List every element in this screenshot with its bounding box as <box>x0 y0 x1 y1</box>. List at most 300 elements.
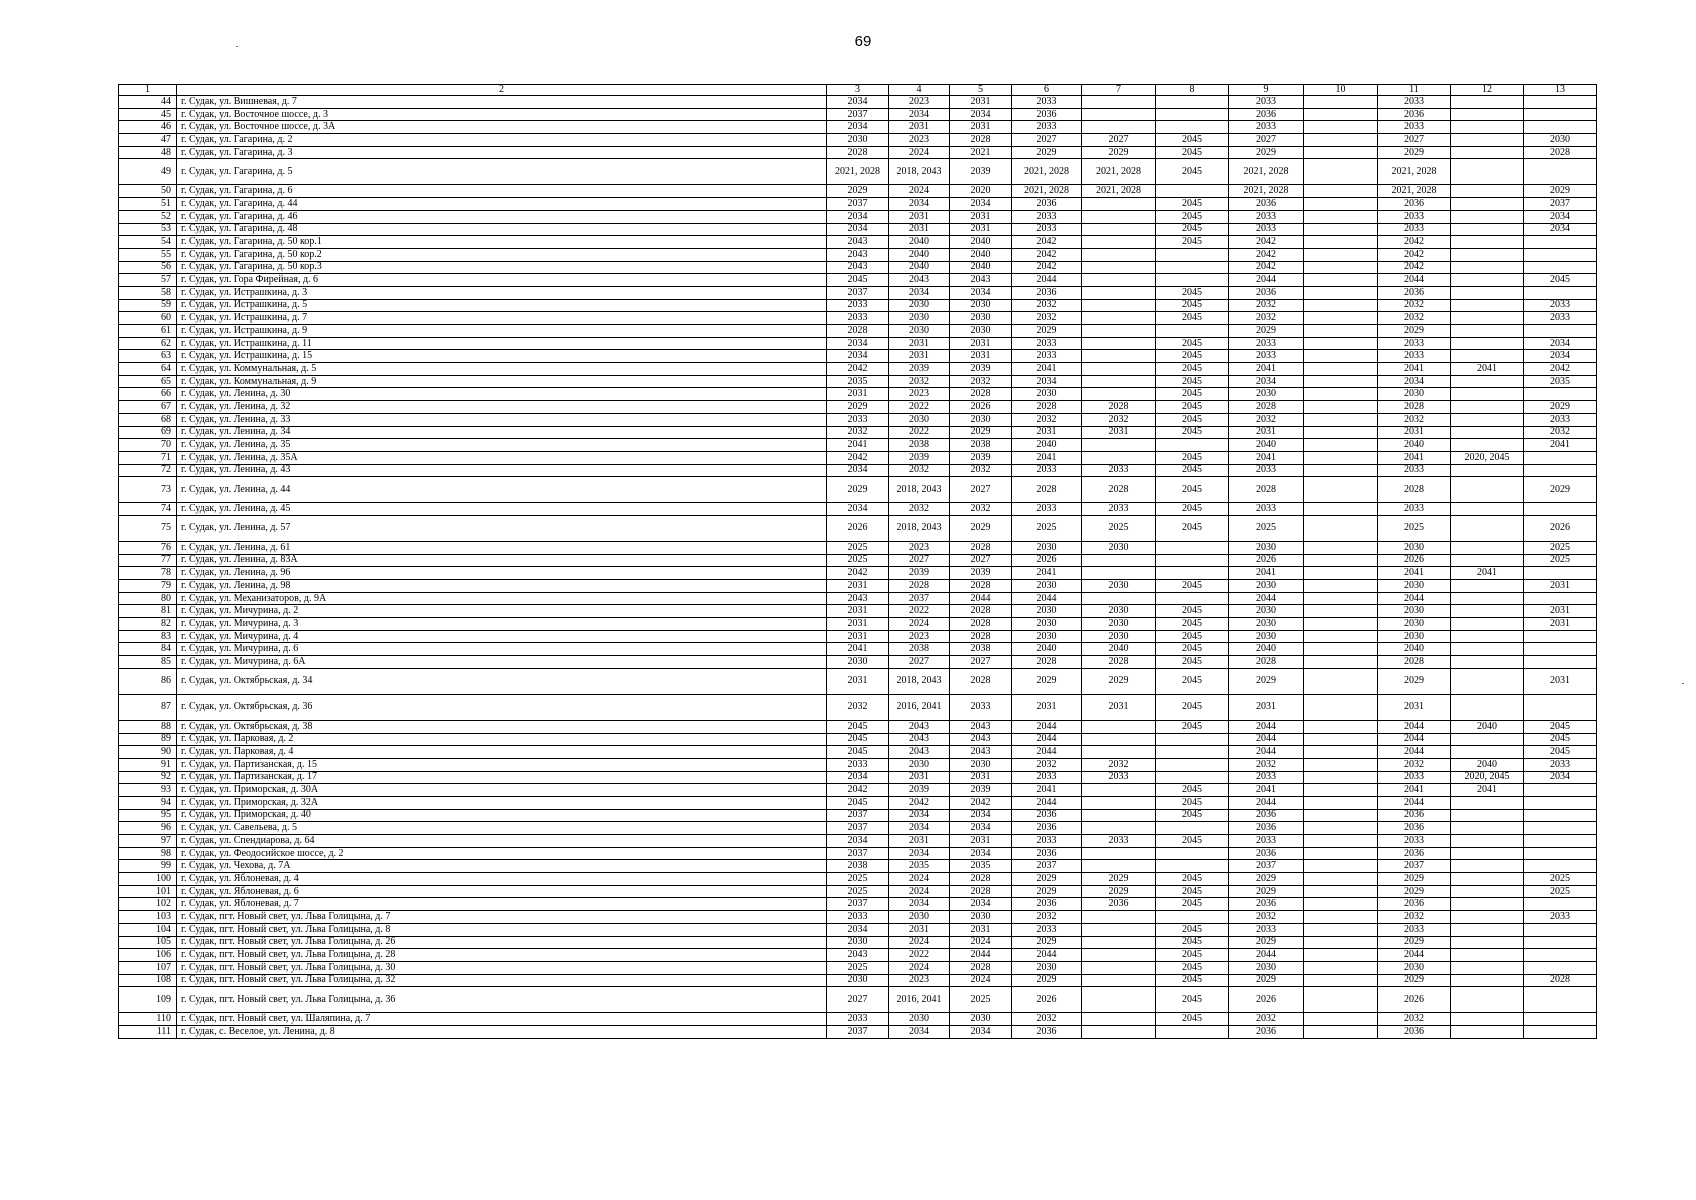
year-cell: 2034 <box>889 286 950 299</box>
column-header: 5 <box>950 85 1012 96</box>
year-cell: 2040 <box>889 261 950 274</box>
year-cell <box>1304 746 1378 759</box>
year-cell <box>1156 108 1229 121</box>
year-cell <box>1082 809 1156 822</box>
year-cell: 2030 <box>1229 605 1304 618</box>
year-cell: 2029 <box>950 515 1012 541</box>
year-cell: 2045 <box>1156 388 1229 401</box>
year-cell <box>1451 464 1524 477</box>
year-cell: 2034 <box>889 822 950 835</box>
year-cell: 2034 <box>950 809 1012 822</box>
year-cell: 2036 <box>1229 1025 1304 1038</box>
address-cell: г. Судак, ул. Истрашкина, д. 11 <box>177 337 827 350</box>
year-cell <box>1524 503 1597 516</box>
year-cell: 2032 <box>1229 758 1304 771</box>
table-row <box>119 210 1597 223</box>
address-cell: г. Судак, ул. Ленина, д. 57 <box>177 515 827 541</box>
year-cell: 2036 <box>1229 108 1304 121</box>
row-number-cell: 46 <box>119 121 177 134</box>
year-cell: 2039 <box>950 784 1012 797</box>
year-cell: 2033 <box>1229 771 1304 784</box>
year-cell: 2028 <box>1082 656 1156 669</box>
year-cell <box>1082 261 1156 274</box>
year-cell: 2033 <box>1378 503 1451 516</box>
year-cell: 2022 <box>889 949 950 962</box>
year-cell <box>1451 134 1524 147</box>
year-cell: 2031 <box>889 771 950 784</box>
year-cell: 2033 <box>1229 350 1304 363</box>
year-cell: 2030 <box>1012 580 1082 593</box>
year-cell <box>1082 961 1156 974</box>
year-cell: 2037 <box>827 822 889 835</box>
year-cell <box>1304 592 1378 605</box>
year-cell <box>1524 936 1597 949</box>
year-cell: 2033 <box>1229 223 1304 236</box>
row-number-cell: 60 <box>119 312 177 325</box>
year-cell: 2029 <box>1378 325 1451 338</box>
year-cell: 2044 <box>1012 949 1082 962</box>
row-number-cell: 63 <box>119 350 177 363</box>
year-cell: 2032 <box>1012 413 1082 426</box>
year-cell: 2043 <box>889 733 950 746</box>
year-cell: 2045 <box>1156 299 1229 312</box>
year-cell: 2029 <box>1082 668 1156 694</box>
scan-speck <box>1682 683 1684 684</box>
year-cell: 2030 <box>950 413 1012 426</box>
year-cell: 2032 <box>1012 758 1082 771</box>
year-cell: 2032 <box>1229 911 1304 924</box>
year-cell <box>1304 1025 1378 1038</box>
year-cell <box>1156 567 1229 580</box>
year-cell: 2032 <box>950 375 1012 388</box>
year-cell: 2036 <box>1378 822 1451 835</box>
year-cell: 2040 <box>950 236 1012 249</box>
year-cell: 2023 <box>889 388 950 401</box>
table-row <box>119 987 1597 1013</box>
table-row <box>119 873 1597 886</box>
year-cell <box>1304 439 1378 452</box>
year-cell: 2038 <box>827 860 889 873</box>
year-cell <box>1082 1025 1156 1038</box>
year-cell: 2045 <box>827 746 889 759</box>
year-cell: 2045 <box>1156 580 1229 593</box>
year-cell <box>1156 733 1229 746</box>
year-cell <box>1304 974 1378 987</box>
year-cell: 2029 <box>1012 146 1082 159</box>
year-cell: 2031 <box>889 350 950 363</box>
year-cell: 2033 <box>1378 923 1451 936</box>
year-cell: 2024 <box>889 146 950 159</box>
year-cell <box>1304 898 1378 911</box>
year-cell <box>1451 477 1524 503</box>
year-cell: 2022 <box>889 426 950 439</box>
year-cell: 2042 <box>1012 261 1082 274</box>
year-cell: 2036 <box>1082 898 1156 911</box>
year-cell <box>1524 796 1597 809</box>
year-cell: 2037 <box>827 898 889 911</box>
address-cell: г. Судак, ул. Гагарина, д. 44 <box>177 198 827 211</box>
row-number-cell: 102 <box>119 898 177 911</box>
year-cell <box>1156 274 1229 287</box>
year-cell <box>1304 987 1378 1013</box>
year-cell: 2030 <box>827 936 889 949</box>
year-cell: 2045 <box>1156 923 1229 936</box>
year-cell: 2042 <box>827 567 889 580</box>
year-cell: 2042 <box>1229 248 1304 261</box>
year-cell <box>1082 248 1156 261</box>
year-cell: 2026 <box>1378 987 1451 1013</box>
year-cell: 2042 <box>1378 248 1451 261</box>
year-cell <box>1304 503 1378 516</box>
year-cell: 2041 <box>1229 451 1304 464</box>
year-cell: 2031 <box>950 835 1012 848</box>
address-cell: г. Судак, ул. Чехова, д. 7А <box>177 860 827 873</box>
year-cell <box>1451 325 1524 338</box>
address-cell: г. Судак, ул. Истрашкина, д. 5 <box>177 299 827 312</box>
year-cell: 2033 <box>827 1013 889 1026</box>
year-cell: 2028 <box>1012 477 1082 503</box>
year-cell: 2036 <box>1012 198 1082 211</box>
year-cell: 2045 <box>1156 146 1229 159</box>
year-cell: 2032 <box>1378 299 1451 312</box>
year-cell: 2045 <box>1156 312 1229 325</box>
year-cell: 2024 <box>889 936 950 949</box>
address-cell: г. Судак, ул. Мичурина, д. 6 <box>177 643 827 656</box>
year-cell <box>1304 873 1378 886</box>
year-cell: 2028 <box>1524 974 1597 987</box>
year-cell: 2045 <box>1156 464 1229 477</box>
year-cell: 2045 <box>1156 236 1229 249</box>
year-cell <box>1156 554 1229 567</box>
year-cell: 2041 <box>1451 784 1524 797</box>
year-cell: 2032 <box>889 375 950 388</box>
year-cell: 2030 <box>889 758 950 771</box>
year-cell: 2037 <box>827 108 889 121</box>
year-cell <box>1524 592 1597 605</box>
year-cell: 2034 <box>889 198 950 211</box>
year-cell: 2033 <box>1229 121 1304 134</box>
year-cell: 2022 <box>889 605 950 618</box>
year-cell <box>1451 1013 1524 1026</box>
year-cell: 2039 <box>950 567 1012 580</box>
address-cell: г. Судак, ул. Ленина, д. 33 <box>177 413 827 426</box>
table-row <box>119 771 1597 784</box>
year-cell: 2041 <box>1229 784 1304 797</box>
year-cell: 2030 <box>1378 541 1451 554</box>
year-cell <box>1524 949 1597 962</box>
year-cell: 2028 <box>1378 401 1451 414</box>
year-cell <box>1524 643 1597 656</box>
year-cell: 2029 <box>1229 974 1304 987</box>
table-row <box>119 949 1597 962</box>
row-number-cell: 44 <box>119 96 177 109</box>
row-number-cell: 62 <box>119 337 177 350</box>
year-cell <box>1304 860 1378 873</box>
year-cell <box>1304 720 1378 733</box>
year-cell: 2037 <box>827 809 889 822</box>
year-cell <box>1304 771 1378 784</box>
row-number-cell: 68 <box>119 413 177 426</box>
table-row <box>119 605 1597 618</box>
year-cell: 2030 <box>1082 618 1156 631</box>
year-cell: 2032 <box>827 694 889 720</box>
year-cell: 2022 <box>889 401 950 414</box>
year-cell: 2044 <box>1378 274 1451 287</box>
year-cell: 2033 <box>1378 121 1451 134</box>
year-cell: 2045 <box>827 733 889 746</box>
address-cell: г. Судак, ул. Вишневая, д. 7 <box>177 96 827 109</box>
year-cell: 2028 <box>1012 656 1082 669</box>
year-cell: 2032 <box>1012 299 1082 312</box>
year-cell <box>1304 515 1378 541</box>
year-cell: 2042 <box>950 796 1012 809</box>
year-cell <box>1451 936 1524 949</box>
year-cell: 2031 <box>889 923 950 936</box>
year-cell <box>1524 248 1597 261</box>
year-cell: 2045 <box>1156 885 1229 898</box>
year-cell: 2030 <box>1378 618 1451 631</box>
year-cell <box>1304 554 1378 567</box>
year-cell: 2027 <box>1229 134 1304 147</box>
year-cell <box>1451 630 1524 643</box>
year-cell <box>1524 388 1597 401</box>
year-cell: 2033 <box>827 758 889 771</box>
year-cell: 2021, 2028 <box>1082 185 1156 198</box>
year-cell <box>1304 733 1378 746</box>
year-cell: 2029 <box>1229 936 1304 949</box>
year-cell: 2043 <box>950 746 1012 759</box>
row-number-cell: 64 <box>119 363 177 376</box>
year-cell: 2030 <box>1524 134 1597 147</box>
year-cell <box>1156 847 1229 860</box>
year-cell <box>1156 1025 1229 1038</box>
year-cell: 2045 <box>1156 375 1229 388</box>
year-cell <box>1451 439 1524 452</box>
year-cell: 2031 <box>950 923 1012 936</box>
year-cell: 2044 <box>1378 949 1451 962</box>
year-cell: 2033 <box>1012 223 1082 236</box>
table-row <box>119 1013 1597 1026</box>
address-cell: г. Судак, ул. Октябрьская, д. 34 <box>177 668 827 694</box>
year-cell <box>1082 274 1156 287</box>
year-cell: 2039 <box>889 784 950 797</box>
year-cell: 2033 <box>950 694 1012 720</box>
year-cell: 2041 <box>1229 567 1304 580</box>
year-cell: 2034 <box>1229 375 1304 388</box>
year-cell: 2045 <box>1156 223 1229 236</box>
year-cell: 2027 <box>950 477 1012 503</box>
year-cell: 2031 <box>827 668 889 694</box>
year-cell: 2021, 2028 <box>1229 159 1304 185</box>
year-cell <box>1156 439 1229 452</box>
year-cell <box>1156 96 1229 109</box>
year-cell <box>1304 236 1378 249</box>
year-cell: 2045 <box>1156 618 1229 631</box>
year-cell: 2029 <box>1378 668 1451 694</box>
year-cell: 2027 <box>889 656 950 669</box>
year-cell: 2034 <box>1524 210 1597 223</box>
year-cell <box>1451 375 1524 388</box>
year-cell: 2044 <box>1012 720 1082 733</box>
year-cell: 2034 <box>1378 375 1451 388</box>
year-cell: 2029 <box>1378 885 1451 898</box>
year-cell: 2036 <box>1378 198 1451 211</box>
row-number-cell: 86 <box>119 668 177 694</box>
year-cell: 2033 <box>1524 299 1597 312</box>
year-cell: 2030 <box>889 413 950 426</box>
year-cell <box>1451 413 1524 426</box>
year-cell: 2034 <box>950 198 1012 211</box>
year-cell <box>1304 643 1378 656</box>
year-cell: 2035 <box>889 860 950 873</box>
table-row <box>119 121 1597 134</box>
year-cell: 2030 <box>827 656 889 669</box>
year-cell: 2023 <box>889 541 950 554</box>
year-cell: 2025 <box>1378 515 1451 541</box>
address-cell: г. Судак, пгт. Новый свет, ул. Льва Голицына, д. 26 <box>177 936 827 949</box>
column-header: 3 <box>827 85 889 96</box>
address-cell: г. Судак, ул. Гагарина, д. 3 <box>177 146 827 159</box>
year-cell: 2033 <box>1378 835 1451 848</box>
address-cell: г. Судак, ул. Гагарина, д. 50 кор.1 <box>177 236 827 249</box>
table-row <box>119 401 1597 414</box>
year-cell: 2044 <box>1229 592 1304 605</box>
year-cell <box>1156 758 1229 771</box>
year-cell <box>1524 286 1597 299</box>
year-cell: 2028 <box>1229 656 1304 669</box>
year-cell <box>1304 350 1378 363</box>
year-cell <box>1304 261 1378 274</box>
address-cell: г. Судак, ул. Ленина, д. 35 <box>177 439 827 452</box>
year-cell: 2029 <box>1012 974 1082 987</box>
year-cell: 2034 <box>827 223 889 236</box>
year-cell <box>1304 363 1378 376</box>
year-cell <box>1451 401 1524 414</box>
year-cell <box>1524 261 1597 274</box>
year-cell: 2043 <box>889 746 950 759</box>
year-cell: 2029 <box>1378 873 1451 886</box>
table-row <box>119 274 1597 287</box>
year-cell: 2029 <box>1378 936 1451 949</box>
year-cell: 2033 <box>1012 337 1082 350</box>
year-cell: 2045 <box>1156 426 1229 439</box>
year-cell: 2033 <box>1229 210 1304 223</box>
year-cell <box>1304 784 1378 797</box>
year-cell: 2037 <box>889 592 950 605</box>
address-cell: г. Судак, пгт. Новый свет, ул. Шаляпина, д. 7 <box>177 1013 827 1026</box>
year-cell <box>1451 541 1524 554</box>
year-cell: 2031 <box>1082 694 1156 720</box>
scan-speck <box>236 46 238 47</box>
year-cell: 2030 <box>1378 961 1451 974</box>
row-number-cell: 76 <box>119 541 177 554</box>
year-cell: 2016, 2041 <box>889 694 950 720</box>
address-cell: г. Судак, ул. Октябрьская, д. 36 <box>177 694 827 720</box>
year-cell: 2029 <box>1378 146 1451 159</box>
row-number-cell: 80 <box>119 592 177 605</box>
year-cell <box>1082 936 1156 949</box>
year-cell <box>1524 822 1597 835</box>
year-cell: 2040 <box>1451 758 1524 771</box>
year-cell: 2044 <box>1378 733 1451 746</box>
year-cell: 2033 <box>1229 503 1304 516</box>
row-number-cell: 88 <box>119 720 177 733</box>
year-cell: 2035 <box>827 375 889 388</box>
year-cell: 2031 <box>889 223 950 236</box>
table-row <box>119 746 1597 759</box>
year-cell: 2033 <box>1229 464 1304 477</box>
year-cell: 2043 <box>889 274 950 287</box>
year-cell <box>1451 949 1524 962</box>
year-cell: 2018, 2043 <box>889 159 950 185</box>
year-cell: 2045 <box>1156 515 1229 541</box>
year-cell: 2036 <box>1012 286 1082 299</box>
year-cell: 2031 <box>827 605 889 618</box>
year-cell: 2040 <box>950 261 1012 274</box>
year-cell: 2027 <box>1012 134 1082 147</box>
year-cell: 2036 <box>1012 898 1082 911</box>
year-cell: 2043 <box>827 248 889 261</box>
year-cell: 2028 <box>950 873 1012 886</box>
year-cell: 2045 <box>1156 720 1229 733</box>
year-cell <box>1304 822 1378 835</box>
year-cell <box>1304 835 1378 848</box>
year-cell <box>1304 656 1378 669</box>
row-number-cell: 96 <box>119 822 177 835</box>
column-header: 2 <box>177 85 827 96</box>
year-cell: 2025 <box>1524 541 1597 554</box>
year-cell: 2038 <box>889 643 950 656</box>
year-cell: 2044 <box>1229 746 1304 759</box>
year-cell: 2031 <box>1524 580 1597 593</box>
year-cell: 2032 <box>1378 758 1451 771</box>
year-cell: 2032 <box>1378 413 1451 426</box>
year-cell: 2033 <box>1378 210 1451 223</box>
year-cell: 2031 <box>889 835 950 848</box>
address-cell: г. Судак, ул. Ленина, д. 96 <box>177 567 827 580</box>
year-cell: 2028 <box>950 961 1012 974</box>
year-cell <box>1304 286 1378 299</box>
column-header: 6 <box>1012 85 1082 96</box>
year-cell <box>1524 630 1597 643</box>
year-cell: 2044 <box>1012 592 1082 605</box>
year-cell <box>1082 784 1156 797</box>
row-number-cell: 105 <box>119 936 177 949</box>
year-cell <box>1082 1013 1156 1026</box>
year-cell: 2024 <box>889 873 950 886</box>
year-cell <box>1082 822 1156 835</box>
year-cell <box>1156 860 1229 873</box>
year-cell: 2040 <box>1012 439 1082 452</box>
year-cell: 2045 <box>1156 286 1229 299</box>
year-cell <box>1304 1013 1378 1026</box>
year-cell: 2028 <box>1012 401 1082 414</box>
year-cell: 2045 <box>1156 656 1229 669</box>
table-row <box>119 911 1597 924</box>
year-cell <box>1082 96 1156 109</box>
year-cell <box>1304 121 1378 134</box>
year-cell: 2029 <box>1012 885 1082 898</box>
year-cell: 2033 <box>1378 223 1451 236</box>
address-cell: г. Судак, ул. Приморская, д. 30А <box>177 784 827 797</box>
year-cell <box>1156 592 1229 605</box>
year-cell: 2045 <box>1156 694 1229 720</box>
year-cell: 2028 <box>1378 477 1451 503</box>
year-cell: 2041 <box>1378 784 1451 797</box>
year-cell <box>1524 898 1597 911</box>
year-cell <box>1451 847 1524 860</box>
year-cell: 2034 <box>827 96 889 109</box>
